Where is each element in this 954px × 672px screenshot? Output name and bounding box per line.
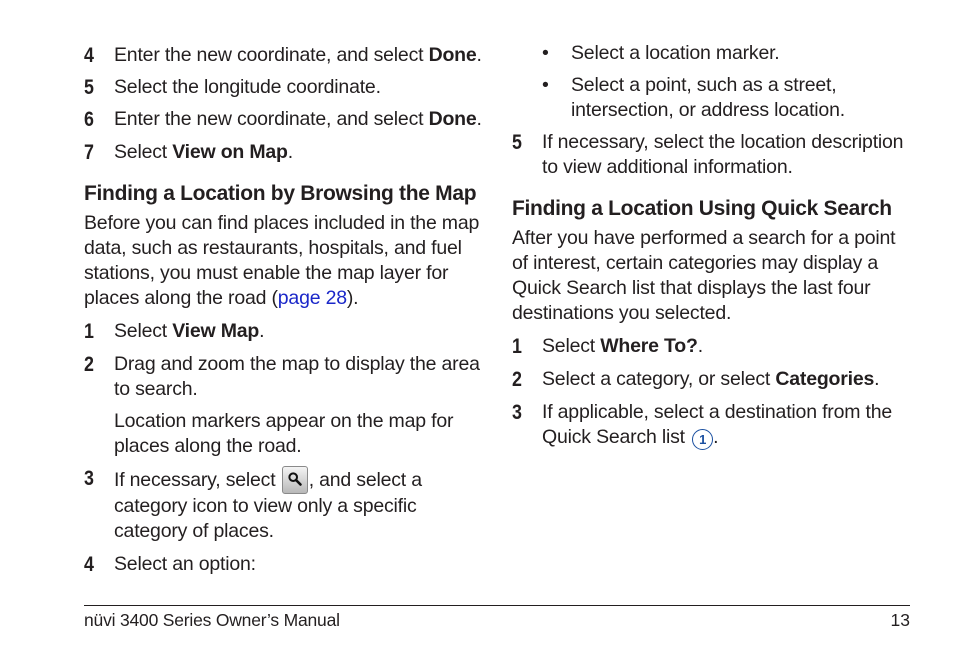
search-magnifier-icon <box>282 466 308 494</box>
step-text: If applicable, select a destination from the <box>542 401 892 423</box>
numbered-callout-icon: 1 <box>692 429 713 450</box>
location-markers-note <box>114 409 484 459</box>
left-column <box>84 40 484 577</box>
step-text-end: . <box>287 141 293 163</box>
step-text: Enter the new coordinate, and select <box>114 44 429 66</box>
step-3-select-destination <box>512 400 912 450</box>
done-label: Done <box>428 44 477 66</box>
step-number: 2 <box>512 368 522 391</box>
step-text: to view additional information. <box>542 156 793 178</box>
intro-line: After you have performed a search for a point <box>512 227 896 249</box>
bullet-text: Select a location marker. <box>571 42 780 64</box>
step-text-end: . <box>476 108 482 130</box>
step-number: 3 <box>512 401 522 424</box>
footer-manual-title: nüvi 3400 Series Owner’s Manual <box>84 610 340 630</box>
bullet-dot: • <box>542 74 549 96</box>
intro-line: places along the road ( <box>84 287 278 309</box>
step-text-end: . <box>874 368 880 390</box>
categories-label: Categories <box>775 368 875 390</box>
step-text-end: . <box>697 335 703 357</box>
intro-line: of interest, certain categories may display a <box>512 252 879 274</box>
step-number: 4 <box>84 553 94 576</box>
step-text: Enter the new coordinate, and select <box>114 108 429 130</box>
step-number: 1 <box>512 335 522 358</box>
step-number: 5 <box>84 76 94 99</box>
step-5-location-description <box>512 130 912 180</box>
bullet-dot: • <box>542 42 549 64</box>
step-text-end: . <box>476 44 482 66</box>
where-to-label: Where To? <box>600 335 698 357</box>
intro-line: destinations you selected. <box>512 302 732 324</box>
step-text-end: . <box>713 426 719 448</box>
step-1-where-to <box>512 334 912 359</box>
step-6-enter-coordinate <box>84 107 484 132</box>
note-line: Location markers appear on the map for <box>114 410 454 432</box>
section-title-quick-search: Finding a Location Using Quick Search <box>512 197 892 220</box>
quick-search-intro <box>512 226 912 326</box>
step-text: to search. <box>114 378 198 400</box>
step-2-drag-zoom <box>84 352 484 402</box>
intro-line: Quick Search list that displays the last four <box>512 277 871 299</box>
step-4-enter-coordinate <box>84 43 484 68</box>
bullet-text: intersection, or address location. <box>571 99 845 121</box>
step-number: 7 <box>84 141 94 164</box>
step-number: 4 <box>84 44 94 67</box>
step-number: 5 <box>512 131 522 154</box>
step-text: If necessary, select the location description <box>542 131 904 153</box>
step-text: , and select a <box>308 469 422 491</box>
step-number: 2 <box>84 353 94 376</box>
note-line: places along the road. <box>114 435 302 457</box>
footer-divider <box>84 605 910 606</box>
step-text: Select <box>114 141 173 163</box>
step-number: 6 <box>84 108 94 131</box>
step-number: 1 <box>84 320 94 343</box>
view-on-map-label: View on Map <box>172 141 288 163</box>
step-3-select-search <box>84 466 484 544</box>
done-label: Done <box>428 108 477 130</box>
intro-paragraph <box>84 211 484 311</box>
intro-line: Before you can find places included in the map <box>84 212 480 234</box>
step-7-view-on-map <box>84 140 484 165</box>
step-text: Select an option: <box>114 553 256 575</box>
page-28-link[interactable]: page 28 <box>277 287 347 309</box>
intro-line: data, such as restaurants, hospitals, and fuel <box>84 237 462 259</box>
step-4-select-option <box>84 552 484 577</box>
step-text: category of places. <box>114 520 274 542</box>
step-text: category icon to view only a specific <box>114 495 417 517</box>
intro-line-end: ). <box>346 287 359 309</box>
footer-page-number: 13 <box>890 610 910 630</box>
intro-line: stations, you must enable the map layer for <box>84 262 449 284</box>
bullet-select-point <box>542 73 912 123</box>
step-text: Select <box>542 335 601 357</box>
step-text: Select a category, or select <box>542 368 776 390</box>
step-1-view-map <box>84 319 484 344</box>
right-column <box>512 40 912 450</box>
step-text: Select <box>114 320 173 342</box>
step-number: 3 <box>84 467 94 490</box>
step-5-select-longitude <box>84 75 484 100</box>
step-text-end: . <box>259 320 265 342</box>
step-text: Select the longitude coordinate. <box>114 76 381 98</box>
section-title-browsing-map: Finding a Location by Browsing the Map <box>84 182 477 205</box>
bullet-text: Select a point, such as a street, <box>571 74 837 96</box>
bullet-location-marker <box>542 41 912 66</box>
step-text: Quick Search list <box>542 426 691 448</box>
step-text: Drag and zoom the map to display the area <box>114 353 480 375</box>
step-2-select-category <box>512 367 912 392</box>
view-map-label: View Map <box>172 320 260 342</box>
step-text: If necessary, select <box>114 469 281 491</box>
